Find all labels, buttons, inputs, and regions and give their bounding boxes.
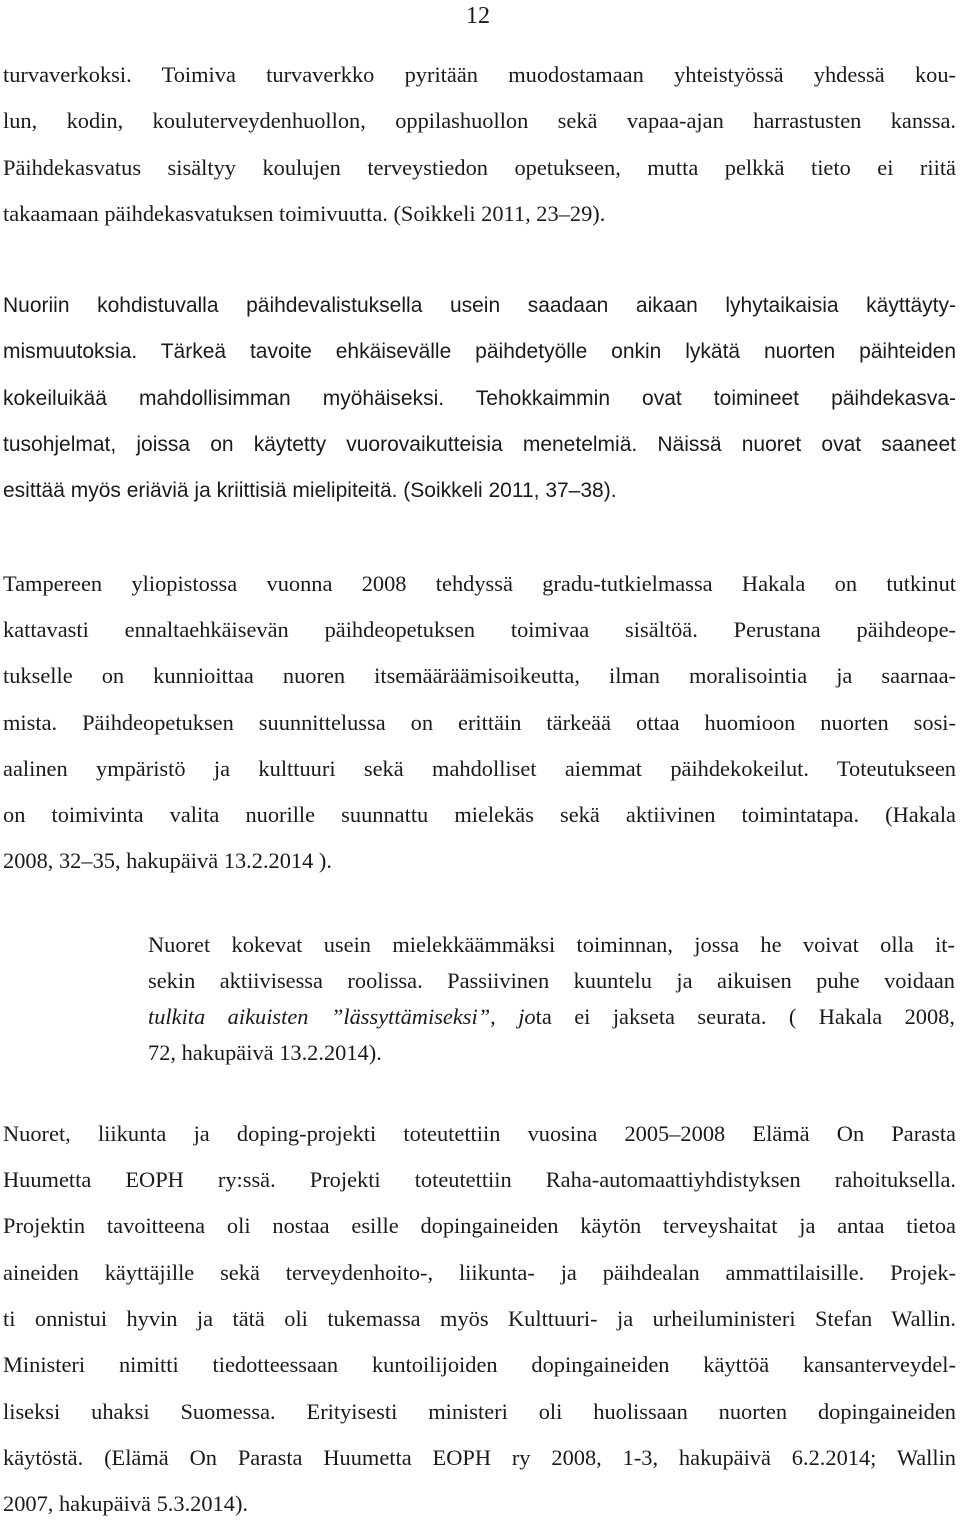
text-line: Tampereen yliopistossa vuonna 2008 tehdyssä gradu-tutkielmassa Hakala on tutkinut (3, 570, 956, 596)
document-body (3, 52, 956, 1527)
text-line: Päihdekasvatus sisältyy koulujen terveystiedon opetukseen, mutta pelkkä tieto ei riitä (3, 154, 956, 180)
text-line: mista. Päihdeopetuksen suunnittelussa on erittäin tärkeää ottaa huomioon nuorten sosi- (3, 709, 956, 735)
text-line: Ministeri nimitti tiedotteessaan kuntoilijoiden dopingaineiden käyttöä kansanterveydel- (3, 1352, 956, 1378)
text-line: Huumetta EOPH ry:ssä. Projekti toteutettiin Raha-automaattiyhdistyksen rahoituksella. (3, 1167, 956, 1193)
text-line: lun, kodin, kouluterveydenhuollon, oppilashuollon sekä vapaa-ajan harrastusten kanssa. (3, 108, 956, 134)
text-line: 2007, hakupäivä 5.3.2014). (3, 1491, 249, 1517)
text-line: Nuoret, liikunta ja doping-projekti toteutettiin vuosina 2005–2008 Elämä On Parasta (3, 1120, 956, 1146)
text-line: tusohjelmat, joissa on käytetty vuorovaikutteisia menetelmiä. Näissä nuoret ovat saaneet (3, 433, 956, 457)
text-line: Nuoriin kohdistuvalla päihdevalistuksella usein saadaan aikaan lyhytaikaisia käyttäyty- (3, 294, 956, 318)
quote-plain-text: ta ei jakseta seurata. ( Hakala 2008, (535, 1003, 955, 1029)
text-line: on toimivinta valita nuorille suunnattu mielekäs sekä aktiivinen toimintatapa. (Hakala (3, 802, 956, 828)
paragraph-paihdevalistus (3, 283, 956, 514)
text-line: 2008, 32–35, hakupäivä 13.2.2014 ). (3, 848, 332, 874)
text-line: käytöstä. (Elämä On Parasta Huumetta EOPH ry 2008, 1-3, hakupäivä 6.2.2014; Wallin (3, 1444, 956, 1470)
quote-italic-text: tulkita aikuisten ”lässyttämiseksi”, jo (148, 1003, 536, 1029)
text-line: kokeiluikää mahdollisimman myöhäiseksi. Tehokkaimmin ovat toimineet päihdekasva- (3, 386, 956, 410)
text-line: takaamaan päihdekasvatuksen toimivuutta. (Soikkeli 2011, 23–29). (3, 200, 606, 226)
quote-line: sekin aktiivisessa roolissa. Passiivinen kuuntelu ja aikuisen puhe voidaan (148, 967, 955, 993)
text-line: aineiden käyttäjille sekä terveydenhoito-, liikunta- ja päihdealan ammattilaisille. Projek- (3, 1259, 956, 1285)
block-quote (148, 927, 955, 1071)
paragraph-doping-projekti (3, 1111, 956, 1527)
page-number: 12 (466, 3, 490, 29)
text-line: aalinen ympäristö ja kulttuuri sekä mahdolliset aiemmat päihdekokeilut. Toteutukseen (3, 755, 956, 781)
text-line: liseksi uhaksi Suomessa. Erityisesti ministeri oli huolissaan nuorten dopingaineiden (3, 1398, 956, 1424)
text-line: ti onnistui hyvin ja tätä oli tukemassa myös Kulttuuri- ja urheiluministeri Stefan Wallin. (3, 1305, 956, 1331)
text-line: Projektin tavoitteena oli nostaa esille dopingaineiden käytön terveyshaitat ja antaa tietoa (3, 1213, 956, 1239)
paragraph-turvaverkko (3, 52, 956, 237)
text-line: esittää myös eriäviä ja kriittisiä mielipiteitä. (Soikkeli 2011, 37–38). (3, 479, 617, 503)
quote-line: Nuoret kokevat usein mielekkäämmäksi toiminnan, jossa he voivat olla it- (148, 931, 955, 957)
text-line: turvaverkoksi. Toimiva turvaverkko pyritään muodostamaan yhteistyössä yhdessä kou- (3, 62, 956, 87)
text-line: mismuutoksia. Tärkeä tavoite ehkäisevälle päihdetyölle onkin lykätä nuorten päihteiden (3, 340, 956, 364)
text-line: tukselle on kunnioittaa nuoren itsemääräämisoikeutta, ilman moralisointia ja saarnaa- (3, 663, 956, 689)
quote-line (148, 999, 955, 1035)
paragraph-hakala-gradu (3, 561, 956, 885)
text-line: kattavasti ennaltaehkäisevän päihdeopetuksen toimivaa sisältöä. Perustana päihdeope- (3, 616, 956, 642)
quote-line: 72, hakupäivä 13.2.2014). (148, 1039, 382, 1065)
